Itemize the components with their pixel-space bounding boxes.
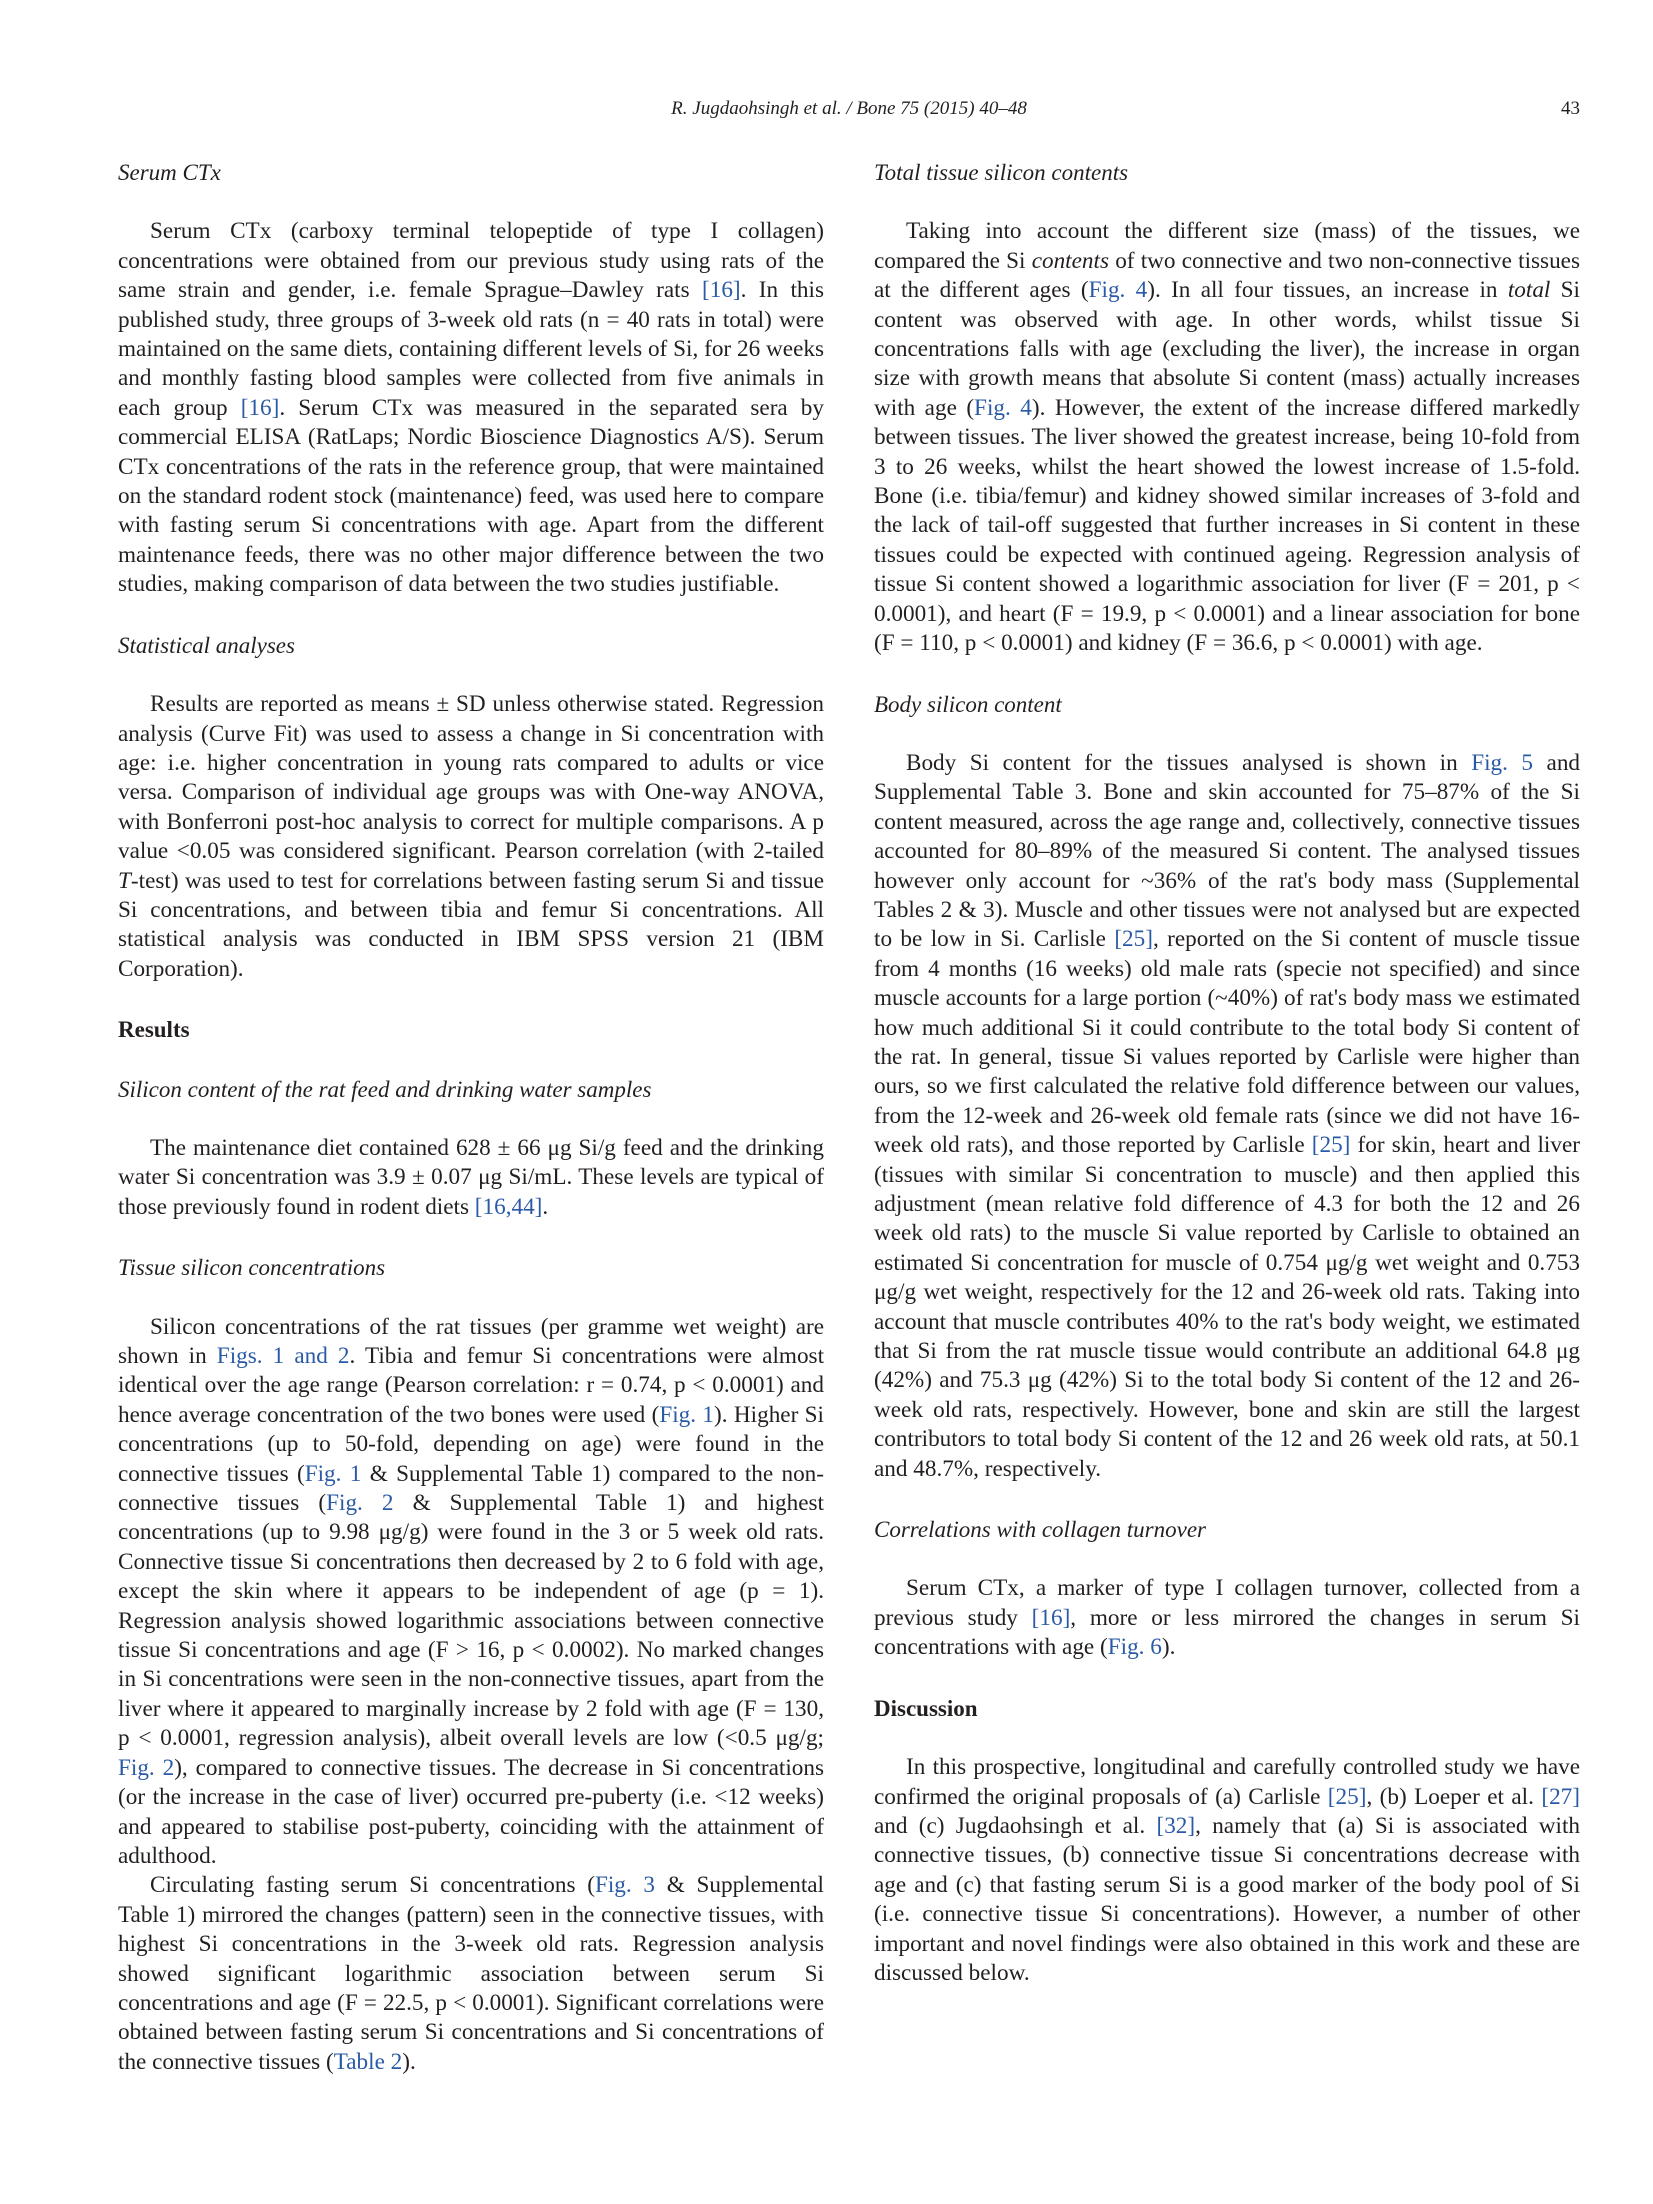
text-run: . Serum CTx was measured in the separated sera by commercial ELISA (RatLaps; Nordic Bioscience Diagnostics A/S). Serum CTx concentrations of the rats in the reference group, that were maintained on the standard rodent stock (maintenance) feed, was used here to compare with fasting serum Si concentrations with age. Apart from the different maintenance feeds, there was no other major difference between the two studies, making comparison of data between the two studies justifiable. xyxy=(118,394,824,598)
text-run: Silicon concentrations of the rat tissues (per gramme wet weight) are shown in xyxy=(118,1313,824,1369)
text-run: and Supplemental Table 3. Bone and skin accounted for 75–87% of the Si content measured, across the age range and, collectively, connective tissues accounted for 80–89% of the measured Si content. The analysed tissues however only account for ~36% of the rat's body mass (Supplemental Tables 2 & 3). Muscle and other tissues were not analysed but are expected to be low in Si. Carlisle xyxy=(874,749,1581,953)
citation-link[interactable]: [25] xyxy=(1327,1783,1367,1810)
text-run-italic: T xyxy=(118,867,131,894)
running-head: R. Jugdaohsingh et al. / Bone 75 (2015) 40–48 xyxy=(671,98,1027,119)
figure-link[interactable]: Fig. 2 xyxy=(326,1490,394,1517)
section-heading-statistical-analyses: Statistical analyses xyxy=(118,632,295,658)
text-run-italic: total xyxy=(1507,277,1551,304)
left-column xyxy=(118,158,824,2108)
text-run-italic: contents xyxy=(1031,247,1109,274)
citation-link[interactable]: [16] xyxy=(240,394,280,421)
text-run: & Supplemental Table 1) and highest concentrations (up to 9.98 μg/g) were found in the 3 or 5 week old rats. Connective tissue Si concentrations then decreased by 2 to 6 fold with age, except the skin where it appears to be independent of age (p = 1). Regression analysis showed logarithmic associations between connective tissue Si concentrations and age (F > 16, p < 0.0002). No marked changes in Si concentrations were seen in the non-connective tissues, apart from the liver where it appeared to marginally increase by 2 fold with age (F = 130, p < 0.0001, regression analysis), albeit overall levels are low (<0.5 μg/g; xyxy=(118,1490,824,1752)
subsection-heading-body-content: Body silicon content xyxy=(874,691,1062,717)
text-run: & Supplemental Table 1) compared to the non-connective tissues ( xyxy=(118,1460,824,1517)
paragraph-circulating-serum xyxy=(118,1871,824,2077)
figure-link[interactable]: Fig. 5 xyxy=(1471,749,1534,776)
paragraph-serum-ctx xyxy=(118,217,824,599)
section-heading-results: Results xyxy=(118,1017,190,1043)
text-run: -test) was used to test for correlations between fasting serum Si and tissue Si concentrations, and between tibia and femur Si concentrations. All statistical analysis was conducted in IBM SPSS version 21 (IBM Corporation). xyxy=(118,867,824,982)
text-run: ). xyxy=(402,2048,416,2075)
citation-link[interactable]: [27] xyxy=(1541,1783,1580,1810)
text-run: for skin, heart and liver (tissues with similar Si concentration to muscle) and then applied this adjustment (mean relative fold difference of 4.3 for both the 12 and 26 week old rats) to the muscle Si value reported by Carlisle to obtained an estimated Si concentration for muscle of 0.754 μg/g wet weight and 0.753 μg/g wet weight, respectively for the 12 and 26-week old rats. Taking into account that muscle contributes 40% to the rat's body weight, we estimated that Si from the rat muscle tissue would contribute an additional 64.8 μg (42%) and 75.3 μg (42%) Si to the total body Si content of the 12 and 26-week old rats, respectively. However, bone and skin are still the largest contributors to total body Si content of the 12 and 26 week old rats, at 50.1 and 48.7%, respectively. xyxy=(874,1132,1580,1482)
section-heading-serum-ctx: Serum CTx xyxy=(118,160,221,185)
figure-link[interactable]: Fig. 4 xyxy=(974,394,1032,421)
citation-link[interactable]: [25] xyxy=(1311,1132,1351,1159)
text-run: & Supplemental Table 1) mirrored the changes (pattern) seen in the connective tissues, with highest Si concentrations in the 3-week old rats. Regression analysis showed significant logarithmic association between serum Si concentrations and age (F = 22.5, p < 0.0001). Significant correlations were obtained between fasting serum Si concentrations and Si concentrations of the connective tissues ( xyxy=(118,1872,824,2075)
text-run: Serum CTx, a marker of type I collagen turnover, collected from a previous study xyxy=(874,1575,1580,1631)
text-run: Si content was observed with age. In other words, whilst tissue Si concentrations falls with age (excluding the liver), the increase in organ size with growth means that absolute Si content (mass) actually increases with age ( xyxy=(874,277,1581,421)
text-run: Results are reported as means ± SD unless otherwise stated. Regression analysis (Curve Fit) was used to assess a change in Si concentration with age: i.e. higher concentration in young rats compared to adults or vice versa. Comparison of individual age groups was with One-way ANOVA, with Bonferroni post-hoc analysis to correct for multiple comparisons. A p value <0.05 was considered significant. Pearson correlation (with 2-tailed xyxy=(118,691,824,865)
text-run: . In this published study, three groups of 3-week old rats (n = 40 rats in total) were maintained on the same diets, containing different levels of Si, for 26 weeks and monthly fasting blood samples were collected from five animals in each group xyxy=(118,277,824,421)
paragraph-body-content xyxy=(874,749,1580,1484)
figure-link[interactable]: Fig. 1 xyxy=(659,1401,715,1428)
text-run: ). xyxy=(1161,1634,1176,1661)
citation-link[interactable]: [16] xyxy=(1031,1604,1071,1631)
citation-link[interactable]: [32] xyxy=(1156,1812,1196,1839)
text-run: Serum CTx (carboxy terminal telopeptide of type I collagen) concentrations were obtained from our previous study using rats of the same strain and gender, i.e. female Sprague–Dawley rats xyxy=(118,218,824,304)
text-run: The maintenance diet contained 628 ± 66 μg Si/g feed and the drinking water Si concentration was 3.9 ± 0.07 μg Si/mL. These levels are typical of those previously found in rodent diets xyxy=(118,1134,824,1220)
citation-link[interactable]: [16] xyxy=(702,277,741,304)
page-number: 43 xyxy=(1561,98,1580,119)
citation-link[interactable]: [25] xyxy=(1114,926,1153,953)
figure-link[interactable]: Fig. 6 xyxy=(1107,1634,1162,1661)
citation-link[interactable]: [16,44] xyxy=(474,1193,543,1220)
figure-link[interactable]: Fig. 4 xyxy=(1088,277,1148,304)
figure-link[interactable]: Figs. 1 and 2 xyxy=(216,1343,350,1369)
text-run: Taking into account the different size (mass) of the tissues, we compared the Si xyxy=(874,218,1580,274)
text-run: In this prospective, longitudinal and carefully controlled study we have confirmed the original proposals of (a) Carlisle xyxy=(874,1754,1580,1810)
text-run: ). Higher Si concentrations (up to 50-fold, depending on age) were found in the connective tissues ( xyxy=(118,1401,824,1487)
paragraph-correlations xyxy=(874,1574,1580,1662)
figure-link[interactable]: Fig. 1 xyxy=(304,1460,362,1487)
table-link[interactable]: Table 2 xyxy=(333,2048,403,2075)
subsection-heading-tissue-concentrations: Tissue silicon concentrations xyxy=(118,1255,386,1281)
text-run: of two connective and two non-connective tissues at the different ages ( xyxy=(874,247,1580,304)
text-run: , more or less mirrored the changes in serum Si concentrations with age ( xyxy=(874,1604,1580,1661)
paragraph-feed-water xyxy=(118,1134,824,1222)
text-run: ), compared to connective tissues. The decrease in Si concentrations (or the increase in the case of liver) occurred pre-puberty (i.e. <12 weeks) and appeared to stabilise post-puberty, coinciding with the attainment of adulthood. xyxy=(118,1754,824,1869)
text-run: ). However, the extent of the increase differed markedly between tissues. The liver showed the greatest increase, being 10-fold from 3 to 26 weeks, whilst the heart showed the lowest increase of 1.5-fold. Bone (i.e. tibia/femur) and kidney showed similar increases of 3-fold and the lack of tail-off suggested that further increases in Si content in these tissues could be expected with continued ageing. Regression analysis of tissue Si content showed a logarithmic association for liver (F = 201, p < 0.0001), and heart (F = 19.9, p < 0.0001) and a linear association for bone (F = 110, p < 0.0001) and kidney (F = 36.6, p < 0.0001) with age. xyxy=(874,394,1581,657)
text-run: and (c) Jugdaohsingh et al. xyxy=(874,1812,1157,1839)
figure-link[interactable]: Fig. 2 xyxy=(118,1754,175,1781)
text-run: , reported on the Si content of muscle tissue from 4 months (16 weeks) old male rats (specie not specified) and since muscle accounts for a large portion (~40%) of rat's body mass we estimated how much additional Si it could contribute to the total body Si content of the rat. In general, tissue Si values reported by Carlisle were higher than ours, so we first calculated the relative fold difference between our values, from the 12-week and 26-week old female rats (since we did not have 16-week old rats), and those reported by Carlisle xyxy=(874,926,1580,1159)
subsection-heading-correlations: Correlations with collagen turnover xyxy=(874,1517,1206,1543)
text-run: , namely that (a) Si is associated with connective tissues, (b) connective tissue Si concentrations decrease with age and (c) that fasting serum Si is a good marker of the body pool of Si (i.e. connective tissue Si concentrations). However, a number of other important and novel findings were also obtained in this work and these are discussed below. xyxy=(874,1812,1580,1986)
subsection-heading-feed-water: Silicon content of the rat feed and drinking water samples xyxy=(118,1076,652,1102)
text-run: ). In all four tissues, an increase in xyxy=(1147,277,1508,304)
paragraph-total-contents xyxy=(874,217,1580,658)
right-column xyxy=(874,158,1580,2019)
subsection-heading-total-contents: Total tissue silicon contents xyxy=(874,160,1129,185)
paragraph-tissue-concentrations xyxy=(118,1313,824,1872)
text-run: Body Si content for the tissues analysed is shown in xyxy=(906,749,1472,776)
page-header xyxy=(118,98,1580,128)
text-run: , (b) Loeper et al. xyxy=(1366,1783,1542,1810)
paragraph-statistical-analyses xyxy=(118,690,824,984)
text-run: . xyxy=(542,1193,549,1220)
text-run: . Tibia and femur Si concentrations were almost identical over the age range (Pearson correlation: r = 0.74, p < 0.0001) and hence average concentration of the two bones were used ( xyxy=(118,1343,825,1428)
section-heading-discussion: Discussion xyxy=(874,1695,978,1721)
paragraph-discussion xyxy=(874,1753,1580,1988)
figure-link[interactable]: Fig. 3 xyxy=(594,1872,656,1899)
text-run: Circulating fasting serum Si concentrations ( xyxy=(150,1872,595,1899)
